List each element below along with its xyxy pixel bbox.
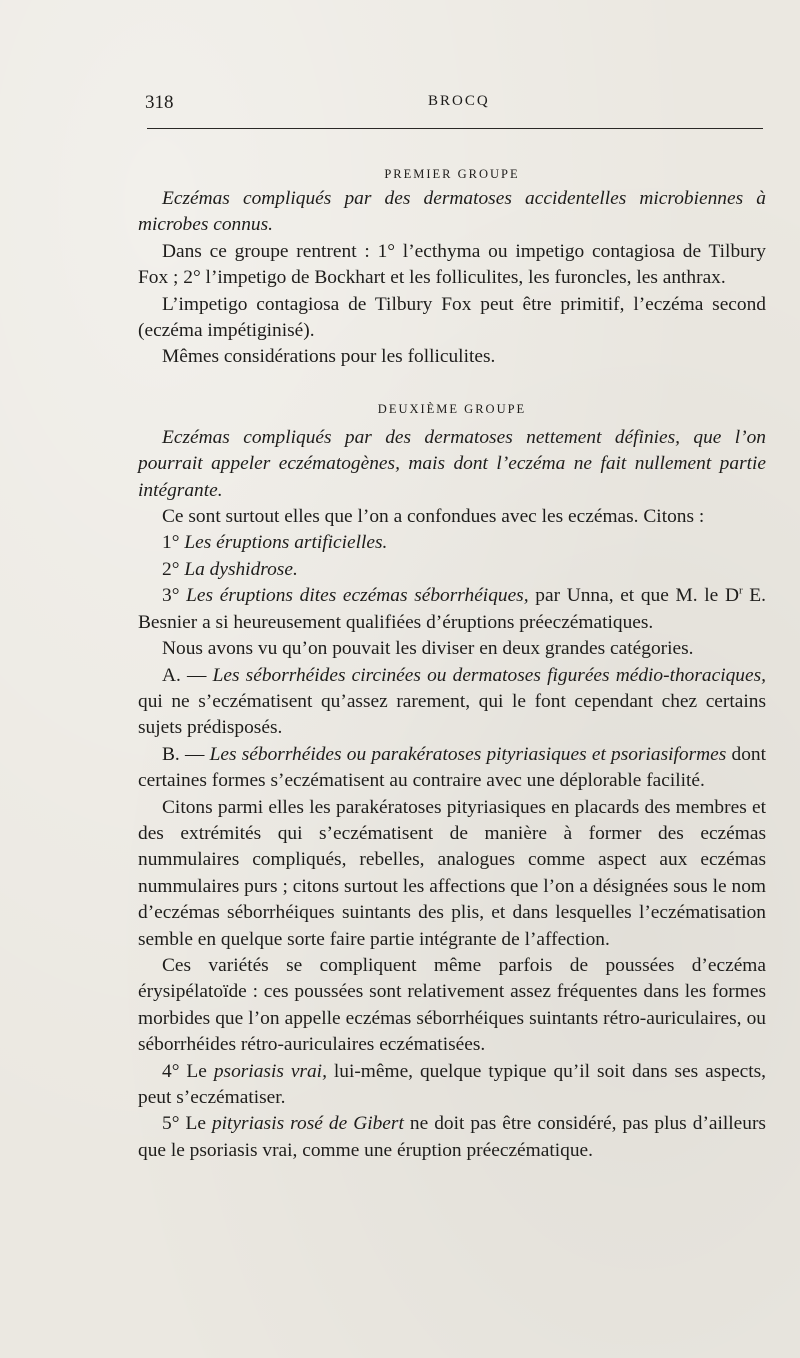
running-head: BROCQ: [428, 93, 490, 109]
list-item: 4° Le psoriasis vrai, lui-même, quelque typique qu’il soit dans ses aspects, peut s’eczématiser.: [138, 1060, 766, 1108]
body-text: [138, 160, 766, 1164]
list-item: 5° Le pityriasis rosé de Gibert ne doit pas être considéré, pas plus d’ailleurs que le psoriasis vrai, comme une éruption préeczématique.: [138, 1113, 766, 1161]
list-item: 1° Les éruptions artificielles.: [162, 532, 388, 554]
list-item: 3° Les éruptions dites eczémas séborrhéiques, par Unna, et que M. le $D^r$ E. Besnier a si heureusement qualifiées d’éruptions préeczématiques.: [138, 584, 766, 633]
paragraph: Eczémas compliqués par des dermatoses nettement définies, que l’on pourrait appeler eczématogènes, mais dont l’eczéma ne fait nullement partie intégrante.: [138, 426, 766, 501]
paragraph: Nous avons vu qu’on pouvait les diviser en deux grandes catégories.: [162, 638, 694, 660]
header-rule: [147, 128, 763, 129]
list-item: A. — Les séborrhéides circinées ou dermatoses figurées médio-thoraciques, qui ne s’eczématisent qu’assez rarement, qui le font cependant chez certains sujets prédisposés.: [138, 664, 766, 739]
paragraph: Mêmes considérations pour les folliculites.: [162, 346, 496, 368]
section-heading-deuxieme: DEUXIÈME GROUPE: [377, 401, 527, 416]
paragraph: Ce sont surtout elles que l’on a confondues avec les eczémas. Citons :: [162, 506, 705, 528]
paragraph: Eczémas compliqués par des dermatoses accidentelles microbiennes à microbes connus.: [138, 188, 766, 236]
list-item: B. — Les séborrhéides ou parakératoses pityriasiques et psoriasiformes dont certaines formes s’eczématisent au contraire avec une déplorable facilité.: [138, 743, 767, 792]
paragraph: Ces variétés se compliquent même parfois de poussées d’eczéma érysipélatoïde : ces poussées sont relativement assez fréquentes dans les formes morbides que l’on appelle eczémas séborrhéiques suintants rétro-auriculaires, ou séborrhéides rétro-auriculaires eczématisées.: [138, 954, 766, 1056]
paragraph: L’impetigo contagiosa de Tilbury Fox peut être primitif, l’eczéma second (eczéma impétiginisé).: [138, 293, 766, 342]
paragraph: Dans ce groupe rentrent : 1° l’ecthyma ou impetigo contagiosa de Tilbury Fox ; 2° l’impetigo de Bockhart et les folliculites, les furoncles, les anthrax.: [138, 240, 766, 289]
page-number: 318: [145, 92, 174, 113]
page-header: [145, 92, 763, 116]
paragraph: Citons parmi elles les parakératoses pityriasiques en placards des membres et des extrémités qui s’eczématisent de manière à former des eczémas nummulaires compliqués, rebelles, analogues comme aspect aux eczémas nummulaires purs ; citons surtout les affections que l’on a désignées sous le nom d’eczémas séborrhéiques suintants des plis, et dans lesquelles l’eczématisation semble en quelque sorte faire partie intégrante de l’affection.: [138, 796, 766, 950]
list-item: 2° La dyshidrose.: [162, 558, 298, 580]
section-heading-premier: PREMIER GROUPE: [384, 167, 520, 181]
